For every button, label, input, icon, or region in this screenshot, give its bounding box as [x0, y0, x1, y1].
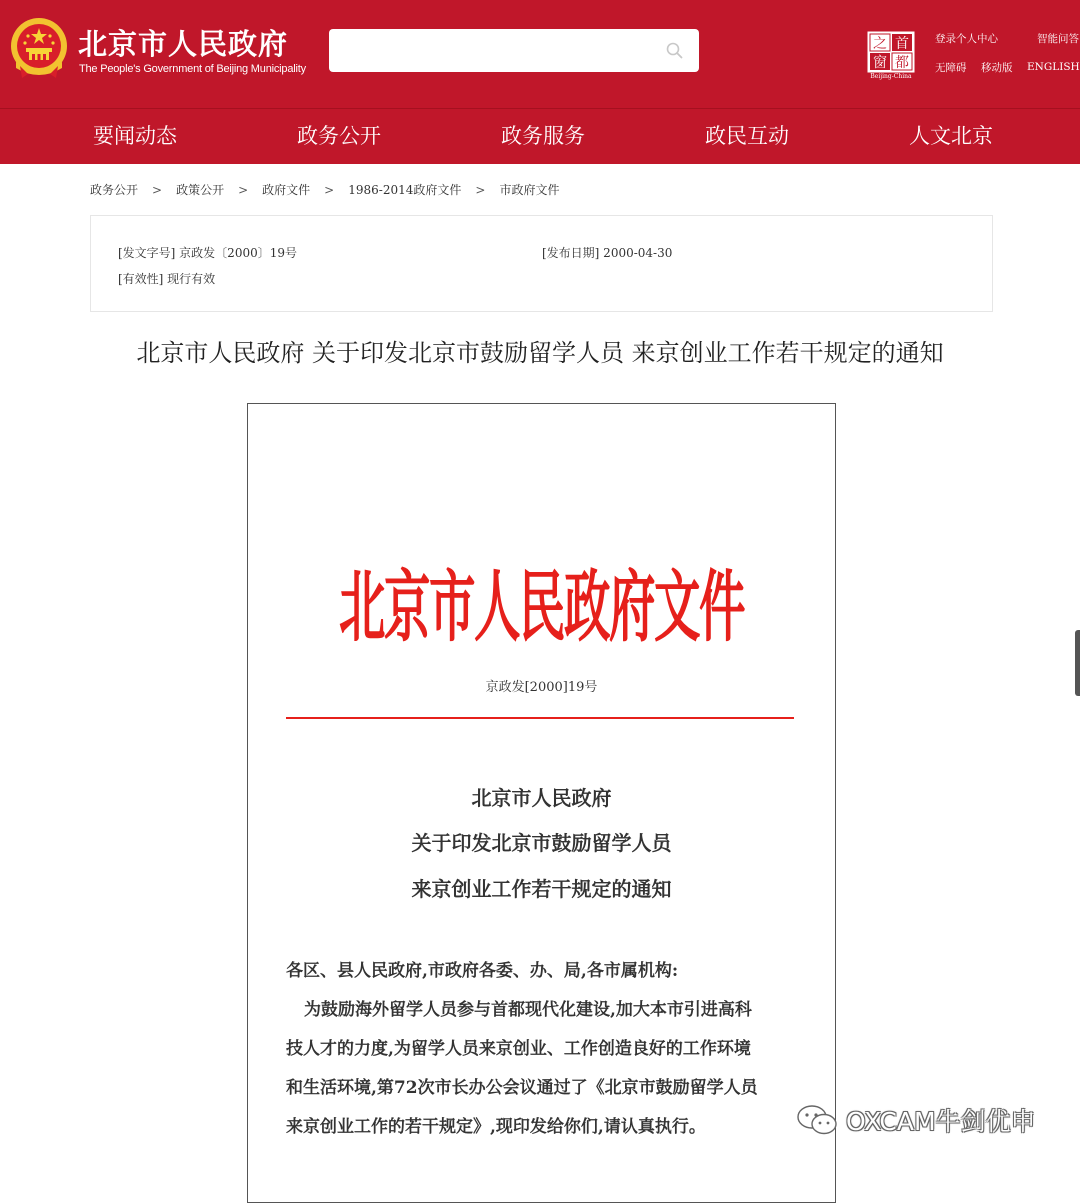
scrollbar-handle[interactable] [1075, 630, 1080, 696]
english-link-label: ENGLISH [1027, 61, 1080, 73]
breadcrumb-item-policy[interactable]: 政策公开 [176, 183, 225, 197]
document-subtitle-line: 关于印发北京市鼓励留学人员 [411, 831, 672, 855]
site-title[interactable]: 北京市人民政府 [78, 27, 289, 61]
nav-item-culture[interactable]: 人文北京 [909, 124, 993, 148]
wechat-watermark [796, 1098, 1046, 1138]
search-input[interactable] [341, 29, 655, 74]
mobile-version-link[interactable]: 移动版 [981, 62, 1013, 74]
english-dropdown[interactable] [1027, 61, 1087, 73]
document-addressee: 各区、县人民政府,市政府各委、办、局,各市属机构: [286, 961, 679, 981]
document-body-line: 技人才的力度,为留学人员来京创业、工作创造良好的工作环境 [286, 1039, 751, 1059]
capital-logo-char-3: 窗 [873, 55, 887, 71]
nav-item-news[interactable]: 要闻动态 [93, 124, 177, 148]
breadcrumb-separator: > [238, 183, 249, 197]
breadcrumb [90, 181, 559, 198]
document-meta-box [90, 215, 993, 312]
wechat-icon [796, 1104, 838, 1136]
breadcrumb-item-gov-docs[interactable]: 政府文件 [262, 183, 311, 197]
site-subtitle-en: The People's Government of Beijing Municipality [79, 63, 306, 75]
main-nav [0, 109, 1080, 164]
capital-logo-char-1: 之 [873, 36, 887, 52]
caret-down-icon: ▼ [1081, 64, 1087, 72]
breadcrumb-item-gov-affairs[interactable]: 政务公开 [90, 183, 139, 197]
login-link[interactable]: 登录个人中心 [935, 33, 998, 45]
breadcrumb-item-1986-2014[interactable]: 1986-2014政府文件 [348, 183, 462, 197]
capital-logo-char-4: 都 [895, 55, 909, 71]
document-red-header: 北京市人民政府文件 [338, 561, 744, 653]
watermark-text: OXCAM牛剑优申 [846, 1107, 1036, 1136]
red-divider-line [286, 717, 794, 719]
search-box [329, 29, 699, 72]
breadcrumb-separator: > [152, 183, 163, 197]
site-header [0, 0, 1087, 108]
accessibility-link[interactable]: 无障碍 [935, 62, 967, 74]
page-title: 北京市人民政府 关于印发北京市鼓励留学人员 来京创业工作若干规定的通知 [136, 339, 944, 367]
breadcrumb-separator: > [324, 183, 335, 197]
document-body-line: 来京创业工作的若干规定》,现印发给你们,请认真执行。 [286, 1117, 706, 1137]
nav-item-gov-affairs[interactable]: 政务公开 [297, 124, 381, 148]
document-subtitle-line: 北京市人民政府 [471, 786, 612, 810]
meta-validity: [有效性] 现行有效 [118, 272, 216, 286]
meta-doc-number: [发文字号] 京政发〔2000〕19号 [118, 246, 297, 260]
capital-logo-caption: Beijing-China [870, 73, 912, 80]
capital-logo-char-2: 首 [895, 36, 909, 52]
search-icon[interactable] [666, 42, 683, 59]
meta-publish-date: [发布日期] 2000-04-30 [542, 246, 673, 260]
document-body-line: 和生活环境,第72次市长办公会议通过了《北京市鼓励留学人员 [286, 1078, 758, 1098]
breadcrumb-item-municipal-docs[interactable]: 市政府文件 [499, 183, 560, 197]
national-emblem-icon[interactable] [8, 16, 70, 82]
breadcrumb-separator: > [475, 183, 486, 197]
document-number: 京政发[2000]19号 [485, 680, 598, 695]
smart-qa-link[interactable]: 智能问答 [1037, 33, 1079, 45]
document-subtitle-line: 来京创业工作若干规定的通知 [411, 877, 672, 901]
nav-item-gov-services[interactable]: 政务服务 [501, 124, 585, 148]
nav-item-interaction[interactable]: 政民互动 [705, 124, 789, 148]
document-body-line: 为鼓励海外留学人员参与首都现代化建设,加大本市引进高科 [304, 1000, 752, 1020]
document-scan [247, 403, 836, 1203]
